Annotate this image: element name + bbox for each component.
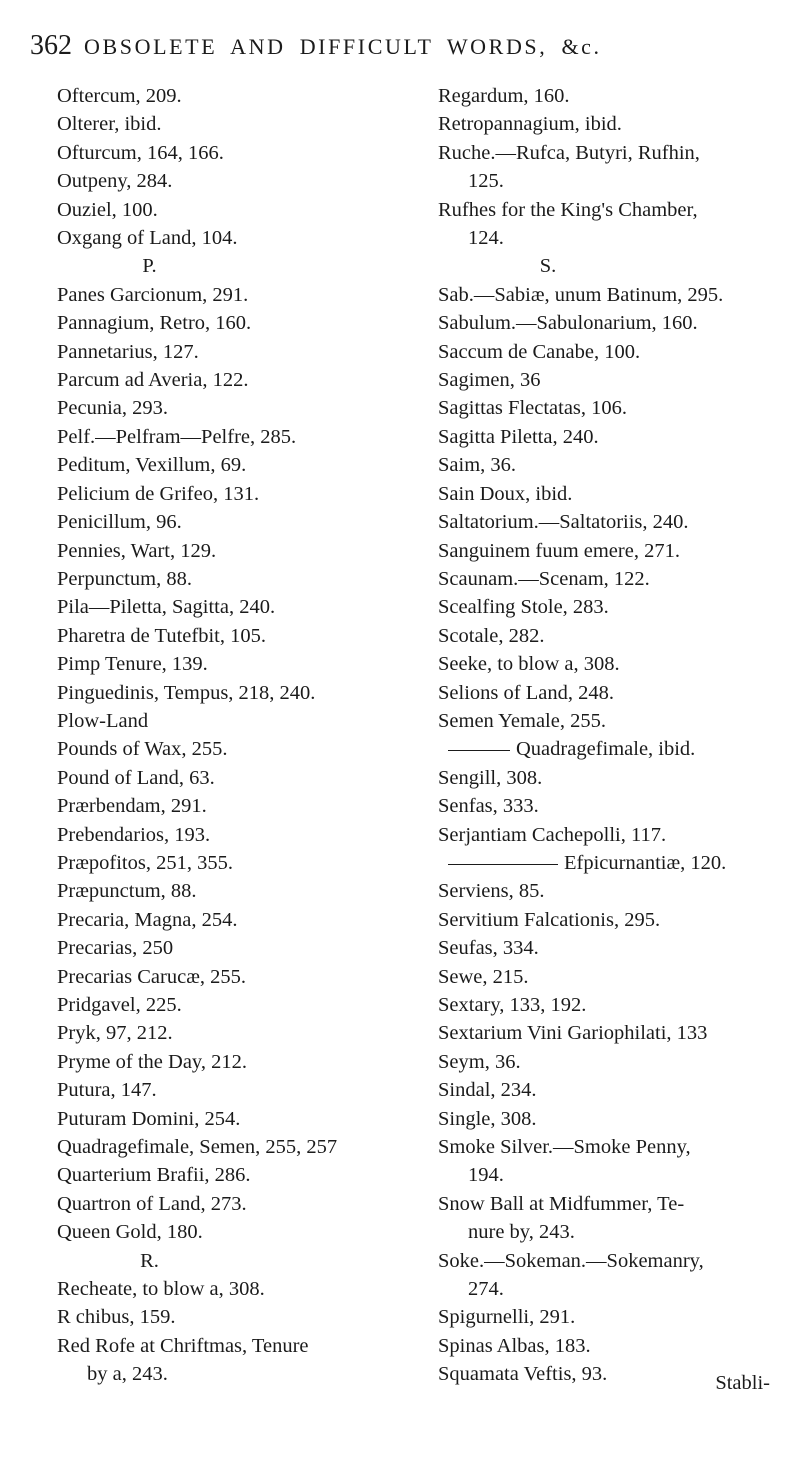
index-entry-text: Præpofitos, 251, 355. <box>57 851 233 874</box>
index-entry-text: by a, 243. <box>87 1363 168 1386</box>
index-entry-text: Sab.—Sabiæ, unum Batinum, 295. <box>438 283 724 306</box>
index-entry-text: Sextarium Vini Gariophilati, 133 <box>438 1022 708 1045</box>
index-entry-text: Præpunctum, 88. <box>57 880 197 903</box>
index-entry-text: S. <box>539 255 557 278</box>
index-entry <box>438 934 788 962</box>
index-entry-text: Efpicurnantiæ, 120. <box>564 851 727 874</box>
index-entry-text: Seeke, to blow a, 308. <box>438 653 620 676</box>
index-entry-text: Sengill, 308. <box>438 766 543 789</box>
index-entry-text: Pharetra de Tutefbit, 105. <box>57 624 266 647</box>
index-column-left <box>57 82 427 1389</box>
index-entry-text: Sagitta Piletta, 240. <box>438 425 599 448</box>
index-entry-text: Saim, 36. <box>438 454 517 477</box>
index-entry-text: Queen Gold, 180. <box>57 1221 203 1244</box>
index-entry <box>438 451 788 479</box>
running-head <box>30 30 790 62</box>
index-entry-text: Puturam Domini, 254. <box>57 1107 241 1130</box>
index-entry <box>438 196 788 224</box>
index-entry-text: Panes Garcionum, 291. <box>57 283 249 306</box>
index-entry <box>438 110 788 138</box>
index-entry <box>57 792 427 820</box>
index-entry-text: Sanguinem fuum emere, 271. <box>438 539 680 562</box>
catchword: Stabli- <box>715 1372 770 1394</box>
index-entry <box>438 1190 788 1218</box>
index-entry-text: Sabulum.—Sabulonarium, 160. <box>438 312 698 335</box>
index-entry <box>57 934 427 962</box>
index-entry <box>57 196 427 224</box>
index-entry <box>57 593 427 621</box>
index-entry <box>438 480 788 508</box>
index-entry <box>57 764 427 792</box>
index-entry-text: Pound of Land, 63. <box>57 766 215 789</box>
index-entry <box>57 309 427 337</box>
running-head-title: OBSOLETE AND DIFFICULT WORDS, &c. <box>84 34 602 59</box>
index-entry <box>57 480 427 508</box>
index-entry-text: Parcum ad Averia, 122. <box>57 369 249 392</box>
index-entry <box>438 1332 788 1360</box>
index-entry-text: Scotale, 282. <box>438 624 545 647</box>
index-entry <box>438 764 788 792</box>
index-entry <box>438 650 788 678</box>
index-entry <box>57 1275 427 1303</box>
index-entry-continuation <box>438 167 788 195</box>
index-entry-text: Precarias Carucæ, 255. <box>57 965 246 988</box>
index-entry <box>57 451 427 479</box>
index-entry-text: Pannetarius, 127. <box>57 340 199 363</box>
index-entry <box>57 338 427 366</box>
index-entry <box>438 792 788 820</box>
index-entry-text: 194. <box>468 1164 504 1187</box>
index-entry <box>438 1303 788 1331</box>
index-entry <box>57 1218 427 1246</box>
index-entry <box>57 423 427 451</box>
index-entry <box>57 991 427 1019</box>
index-entry <box>438 877 788 905</box>
index-entry <box>438 707 788 735</box>
index-entry-text: P. <box>142 255 157 278</box>
index-entry-text: Pinguedinis, Tempus, 218, 240. <box>57 681 316 704</box>
index-entry-text: Putura, 147. <box>57 1079 157 1102</box>
index-entry-text: Spinas Albas, 183. <box>438 1334 591 1357</box>
index-entry-text: Soke.—Sokeman.—Sokemanry, <box>438 1249 704 1272</box>
index-entry <box>438 991 788 1019</box>
index-entry <box>438 679 788 707</box>
index-entry <box>57 622 427 650</box>
index-entry-text: Selions of Land, 248. <box>438 681 614 704</box>
index-entry-continuation <box>438 224 788 252</box>
index-entry <box>438 1019 788 1047</box>
index-entry-text: Sagittas Flectatas, 106. <box>438 397 628 420</box>
index-entry-text: Scaunam.—Scenam, 122. <box>438 567 650 590</box>
index-entry-text: Pelicium de Grifeo, 131. <box>57 482 260 505</box>
repeat-dash <box>448 750 510 751</box>
index-entry-text: Serjantiam Cachepolli, 117. <box>438 823 667 846</box>
index-entry <box>438 1048 788 1076</box>
index-entry <box>57 167 427 195</box>
index-column-right <box>438 82 788 1389</box>
index-entry-text: Ruche.—Rufca, Butyri, Rufhin, <box>438 141 700 164</box>
index-entry <box>57 735 427 763</box>
index-entry <box>57 821 427 849</box>
repeat-dash <box>448 864 558 865</box>
index-entry-text: Ouziel, 100. <box>57 198 158 221</box>
index-entry <box>57 963 427 991</box>
index-entry-text: Retropannagium, ibid. <box>438 113 622 136</box>
index-entry <box>57 565 427 593</box>
index-entry <box>57 906 427 934</box>
index-entry <box>57 139 427 167</box>
index-entry <box>57 224 427 252</box>
index-entry-text: Seym, 36. <box>438 1050 521 1073</box>
index-entry-text: R. <box>140 1249 159 1272</box>
index-entry-text: Servitium Falcationis, 295. <box>438 908 661 931</box>
index-entry-text: 274. <box>468 1278 504 1301</box>
index-entry-text: Precarias, 250 <box>57 937 174 960</box>
index-entry-text: Red Rofe at Chriftmas, Tenure <box>57 1334 309 1357</box>
index-entry-text: Rufhes for the King's Chamber, <box>438 198 698 221</box>
index-entry-text: Penicillum, 96. <box>57 511 182 534</box>
index-entry <box>438 1076 788 1104</box>
index-entry <box>438 366 788 394</box>
index-entry-text: Pennies, Wart, 129. <box>57 539 217 562</box>
index-entry <box>438 82 788 110</box>
index-entry-text: Oxgang of Land, 104. <box>57 227 238 250</box>
section-letter-heading <box>57 252 242 280</box>
index-entry <box>438 821 788 849</box>
index-entry-text: Spigurnelli, 291. <box>438 1306 576 1329</box>
index-entry-text: Sextary, 133, 192. <box>438 994 587 1016</box>
index-entry <box>57 1303 427 1331</box>
index-entry-text: Snow Ball at Midfummer, Te- <box>438 1192 685 1215</box>
index-entry <box>438 281 788 309</box>
index-entry <box>438 565 788 593</box>
index-entry-text: Serviens, 85. <box>438 880 545 903</box>
index-entry-text: Squamata Veftis, 93. <box>438 1363 608 1386</box>
section-letter-heading <box>438 252 658 280</box>
index-entry-text: Pecunia, 293. <box>57 397 169 420</box>
index-entry-text: Peditum, Vexillum, 69. <box>57 454 247 477</box>
index-entry-text: Plow-Land <box>57 709 149 732</box>
index-entry-continuation <box>57 1360 427 1388</box>
index-entry-text: Quadragefimale, Semen, 255, 257 <box>57 1136 338 1159</box>
index-entry-text: Olterer, ibid. <box>57 113 162 136</box>
index-entry-text: Outpeny, 284. <box>57 170 173 193</box>
index-entry <box>57 366 427 394</box>
index-entry-text: Quartron of Land, 273. <box>57 1192 247 1215</box>
index-entry <box>438 338 788 366</box>
index-entry <box>57 707 427 735</box>
index-entry <box>438 1247 788 1275</box>
index-entry-text: Seufas, 334. <box>438 937 539 960</box>
index-entry <box>438 537 788 565</box>
index-entry <box>438 139 788 167</box>
index-entry-text: Pridgavel, 225. <box>57 994 182 1016</box>
index-entry-text: Sewe, 215. <box>438 965 529 988</box>
page-number: 362 <box>30 30 72 61</box>
index-entry-text: Quadragefimale, ibid. <box>516 738 696 761</box>
index-entry <box>57 281 427 309</box>
index-entry-text: Pounds of Wax, 255. <box>57 738 228 761</box>
index-entry <box>57 679 427 707</box>
index-entry <box>438 508 788 536</box>
index-entry <box>438 1105 788 1133</box>
index-entry <box>57 1190 427 1218</box>
index-entry <box>438 849 788 877</box>
index-entry <box>57 1332 427 1360</box>
index-entry-text: Oftercum, 209. <box>57 85 182 107</box>
index-entry-text: Pannagium, Retro, 160. <box>57 312 252 335</box>
index-entry <box>438 963 788 991</box>
index-entry <box>438 309 788 337</box>
index-entry-text: Precaria, Magna, 254. <box>57 908 238 931</box>
index-entry-text: Ofturcum, 164, 166. <box>57 141 224 164</box>
index-entry-text: R chibus, 159. <box>57 1306 176 1329</box>
index-entry <box>57 110 427 138</box>
index-entry <box>57 1133 427 1161</box>
index-entry-text: Sagimen, 36 <box>438 369 541 392</box>
index-entry-text: Semen Yemale, 255. <box>438 709 606 732</box>
index-entry <box>57 1076 427 1104</box>
index-entry <box>57 537 427 565</box>
index-entry-text: Pryme of the Day, 212. <box>57 1050 247 1073</box>
index-entry <box>57 1048 427 1076</box>
index-entry-text: Senfas, 333. <box>438 795 539 818</box>
index-entry-text: Pryk, 97, 212. <box>57 1022 173 1045</box>
index-entry <box>438 394 788 422</box>
index-entry <box>57 508 427 536</box>
index-entry-text: 124. <box>468 227 504 250</box>
index-entry-text: Regardum, 160. <box>438 85 570 107</box>
index-entry <box>57 1161 427 1189</box>
index-entry-continuation <box>438 1161 788 1189</box>
index-entry <box>57 394 427 422</box>
index-entry-text: 125. <box>468 170 504 193</box>
index-entry-text: Smoke Silver.—Smoke Penny, <box>438 1136 691 1159</box>
index-entry <box>57 877 427 905</box>
index-entry-text: Perpunctum, 88. <box>57 567 192 590</box>
index-entry-text: Saccum de Canabe, 100. <box>438 340 641 363</box>
index-entry <box>57 849 427 877</box>
index-entry <box>57 1105 427 1133</box>
index-entry <box>438 735 788 763</box>
index-entry-continuation <box>438 1275 788 1303</box>
index-entry <box>438 423 788 451</box>
index-entry-text: Prærbendam, 291. <box>57 795 207 818</box>
index-entry <box>57 1019 427 1047</box>
index-entry <box>438 906 788 934</box>
index-entry <box>438 1133 788 1161</box>
index-entry-text: Sindal, 234. <box>438 1079 537 1102</box>
index-entry-text: Pelf.—Pelfram—Pelfre, 285. <box>57 425 297 448</box>
index-entry-text: Sain Doux, ibid. <box>438 482 573 505</box>
index-entry <box>438 593 788 621</box>
index-entry <box>438 622 788 650</box>
index-entry-text: Pila—Piletta, Sagitta, 240. <box>57 596 276 619</box>
index-entry-text: Scealfing Stole, 283. <box>438 596 609 619</box>
index-entry-text: Single, 308. <box>438 1107 537 1130</box>
index-entry-text: Saltatorium.—Saltatoriis, 240. <box>438 511 689 534</box>
index-entry-text: Quarterium Brafii, 286. <box>57 1164 251 1187</box>
index-entry-text: Recheate, to blow a, 308. <box>57 1278 265 1301</box>
index-entry-text: Pimp Tenure, 139. <box>57 653 208 676</box>
index-entry <box>57 650 427 678</box>
section-letter-heading <box>57 1247 242 1275</box>
index-entry-continuation <box>438 1218 788 1246</box>
index-entry-text: nure by, 243. <box>468 1221 575 1244</box>
index-entry <box>57 82 427 110</box>
index-entry-text: Prebendarios, 193. <box>57 823 211 846</box>
